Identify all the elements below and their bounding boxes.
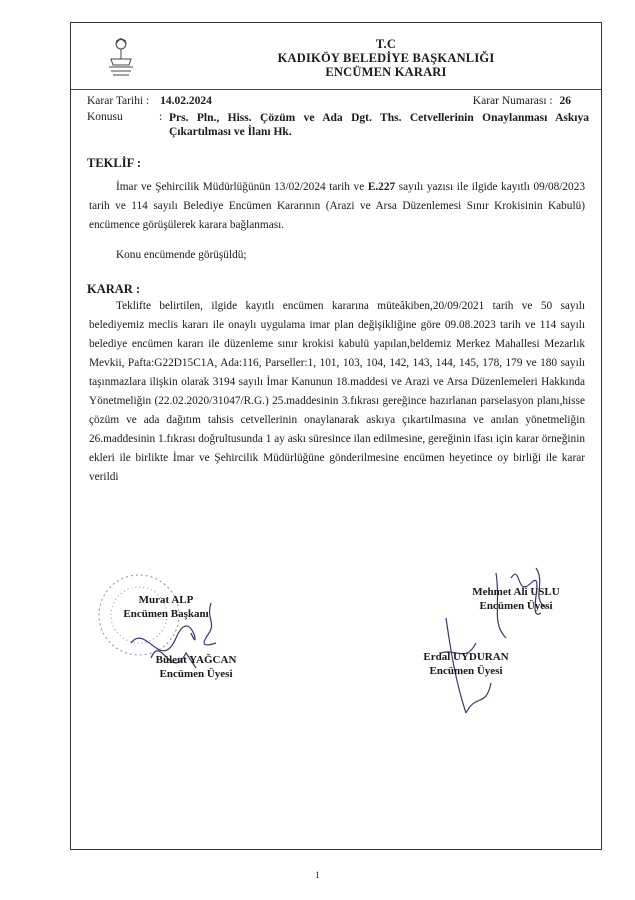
signature-member-3 xyxy=(406,650,526,678)
signature-member-2 xyxy=(136,653,256,681)
decision-date xyxy=(87,94,212,108)
decision-date-value: 14.02.2024 xyxy=(160,95,212,107)
signatory-role: Encümen Başkanı xyxy=(123,608,209,620)
decision-number-label: Karar Numarası : xyxy=(472,95,553,107)
document-frame xyxy=(70,22,602,850)
header-line-doc-type: ENCÜMEN KARARI xyxy=(325,65,447,79)
page-number: 1 xyxy=(315,870,320,880)
teklif-note: Konu encümende görüşüldü; xyxy=(116,249,247,261)
signatory-role: Encümen Üyesi xyxy=(479,600,553,612)
signatory-name: Mehmet Ali USLU xyxy=(472,586,560,598)
document-header xyxy=(171,37,601,79)
teklif-text-2: sayılı yazısı ile ilgide kayıtlı 09/08/2023 tarih ve 114 sayılı Belediye Encümen Kararının (Arazi ve Arsa Düzenlemesi Sınır Krokisinin Kabulü) encümence görüşülerek karara bağlanması. xyxy=(89,181,585,231)
teklif-ref-number: E.227 xyxy=(367,181,396,193)
subject-line-2: Çıkartılması ve İlanı Hk. xyxy=(169,126,292,138)
subject-line-1: Prs. Pln., Hiss. Çözüm ve Ada Dgt. Ths. Cetvellerinin Onaylanması Askıya xyxy=(169,112,589,124)
municipality-seal-icon xyxy=(103,35,139,81)
signatory-name: Murat ALP xyxy=(138,594,194,606)
signatory-name: Erdal UYDURAN xyxy=(423,651,509,663)
decision-date-label: Karar Tarihi : xyxy=(87,95,150,107)
karar-paragraph: Teklifte belirtilen, ilgide kayıtlı encümen kararına müteâkiben,20/09/2021 tarih ve 50 sayılı belediyemiz meclis kararı ile onaylı uygulama imar plan değişikliğine göre 09.08.2023 tarih ve 114 sayılı belediye encümen kararı ile düzenleme sınır krokisi kabulü yapılan,beldemiz Merkez Mahallesi Mezarlık Mevkii, Pafta:G22D15C1A, Ada:116, Parseller:1, 101, 103, 104, 142, 143, 144, 145, 178, 179 ve 180 sayılı taşınmazlara ilişkin olarak 3194 sayılı İmar Kanunun 18.maddesi ve Arazi ve Arsa Düzenlemeleri Hakkında Yönetmeliğin (22.02.2020/31047/R.G.) 25.maddesinin 3.fıkrası gereğince hazırlanan parselasyon planı,hisse çözüm ve ada dağıtım tahsis cetvellerinin onaylanarak askıya çıkartılmasına ve anılan yönetmeliğin 26.maddesinin 1.fıkrası doğrultusunda 1 ay askı süresince ilan edilmesine, gereğinin ifası için karar örneğinin ekleri ile birlikte İmar ve Şehircilik Müdürlüğüne gönderilmesine encümen heyetince oy birliği ile karar verildi xyxy=(89,300,585,483)
signature-chairman xyxy=(106,593,226,621)
subject-label: Konusu xyxy=(87,111,123,123)
header-line-institution: KADIKÖY BELEDİYE BAŞKANLIĞI xyxy=(277,51,495,65)
teklif-title: TEKLİF : xyxy=(87,156,142,170)
signatory-name: Bülent YAĞCAN xyxy=(155,654,237,666)
header-line-tc: T.C xyxy=(375,37,397,51)
karar-title: KARAR : xyxy=(87,282,141,296)
teklif-text-1: İmar ve Şehircilik Müdürlüğünün 13/02/2024 tarih ve xyxy=(116,181,368,193)
decision-number-value: 26 xyxy=(559,95,571,107)
signature-member-1 xyxy=(446,585,586,613)
subject-text xyxy=(169,111,589,139)
header-divider xyxy=(71,89,601,90)
decision-number xyxy=(473,94,571,108)
teklif-paragraph xyxy=(89,178,585,235)
signatory-role: Encümen Üyesi xyxy=(429,665,503,677)
subject-colon: : xyxy=(159,111,163,123)
signatory-role: Encümen Üyesi xyxy=(159,668,233,680)
